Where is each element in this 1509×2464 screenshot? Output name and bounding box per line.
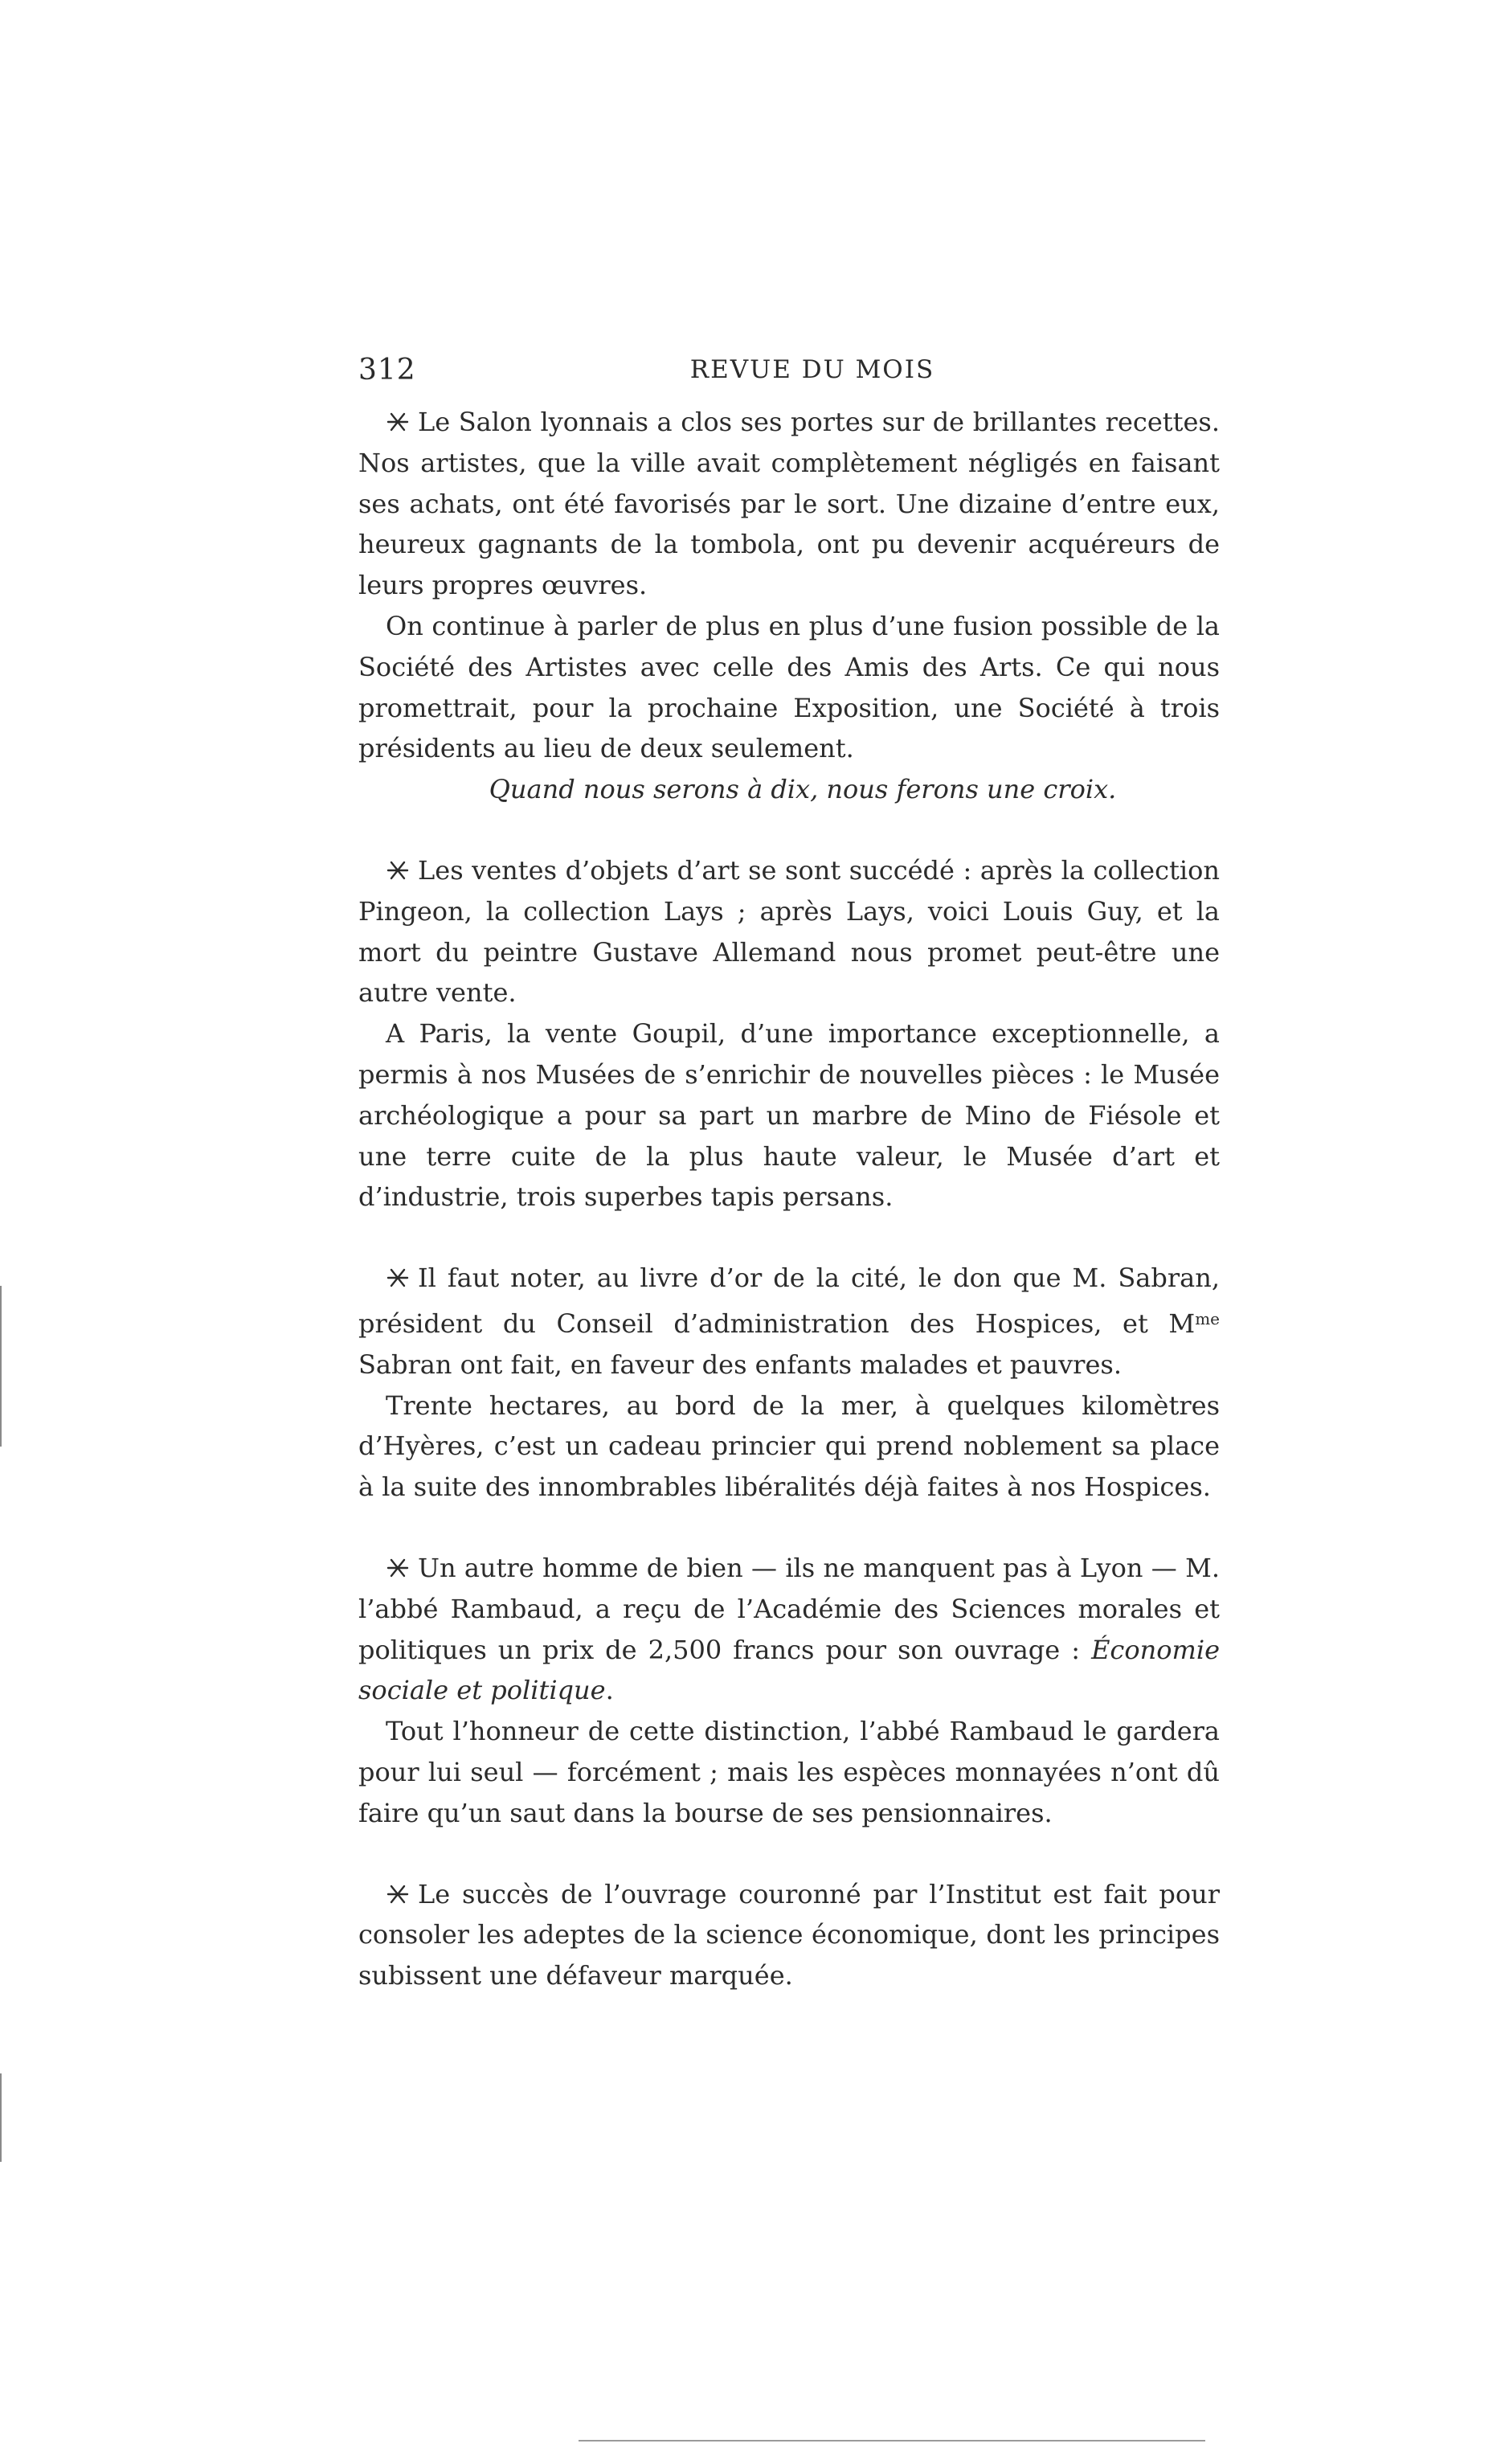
paragraph — [358, 1548, 1220, 1711]
paragraph-text: Le Salon lyonnais a clos ses portes sur de brillantes recettes. Nos artistes, que la ville avait complètement négligés en faisant ses achats, ont été favorisés par le sort. Une dizaine d’entre eux, heureux gagnants de la tombola, ont pu devenir acquéreurs de leurs propres œuvres. — [358, 407, 1220, 601]
book-title: Économie sociale et politique — [358, 1634, 1220, 1706]
paragraph: On continue à parler de plus en plus d’une fusion possible de la Société des Artistes avec celle des Amis des Arts. Ce qui nous promettrait, pour la prochaine Exposition, une Société à trois présidents au lieu de deux seulement. — [358, 610, 1220, 764]
asterisk-ornament-icon — [386, 860, 410, 881]
paragraph-text-tail: Sabran ont fait, en faveur des enfants malades et pauvres. — [358, 1349, 1122, 1380]
scan-edge-mark — [0, 2073, 2, 2162]
abbreviation-superscript: me — [1195, 1308, 1220, 1328]
paragraph — [358, 1258, 1220, 1385]
paragraph: Tout l’honneur de cette distinction, l’abbé Rambaud le gardera pour lui seul — forcément ; mais les espèces monnayées n’ont dû faire qu’un saut dans la bourse de ses pensionnaires. — [358, 1716, 1220, 1828]
paragraph: Trente hectares, au bord de la mer, à quelques kilomètres d’Hyères, c’est un cadeau princier qui prend noblement sa place à la suite des innombrables libéralités déjà faites à nos Hospices. — [358, 1390, 1220, 1503]
paragraph — [358, 1874, 1220, 1996]
verse-quote: Quand nous serons à dix, nous ferons une croix. — [489, 774, 1117, 805]
section-rambaud — [358, 1548, 1220, 1834]
section-ventes — [358, 850, 1220, 1218]
paragraph-text: Les ventes d’objets d’art se sont succédé : après la collection Pingeon, la collection Lays ; après Lays, voici Louis Guy, et la mort du peintre Gustave Allemand nous promet peut-être une autre vente. — [358, 854, 1220, 1009]
paragraph-text: Il faut noter, au livre d’or de la cité, le don que M. Sabran, président du Conseil d’administration des Hospices, et M — [358, 1263, 1220, 1339]
scan-bottom-rule — [579, 2440, 1205, 2441]
section-sabran — [358, 1258, 1220, 1508]
asterisk-ornament-icon — [386, 1557, 410, 1578]
paragraph-text-end: . — [605, 1675, 614, 1706]
paragraph-text: Le succès de l’ouvrage couronné par l’Institut est fait pour consoler les adeptes de la science économique, dont les principes subissent une défaveur marquée. — [358, 1878, 1220, 1991]
asterisk-ornament-icon — [386, 411, 410, 432]
paragraph: A Paris, la vente Goupil, d’une importance exceptionnelle, a permis à nos Musées de s’enrichir de nouvelles pièces : le Musée archéologique a pour sa part un marbre de Mino de Fiésole et une terre cuite de la plus haute valeur, le Musée d’art et d’industrie, trois superbes tapis persans. — [358, 1018, 1220, 1213]
scan-edge-mark — [0, 1286, 2, 1447]
section-institut — [358, 1874, 1220, 1996]
asterisk-ornament-icon — [386, 1267, 410, 1288]
section-salon — [358, 402, 1220, 810]
asterisk-ornament-icon — [386, 1884, 410, 1905]
paragraph — [358, 402, 1220, 606]
page-number: 312 — [358, 354, 416, 387]
paragraph — [358, 850, 1220, 1013]
body-text — [358, 402, 1220, 1996]
running-head — [358, 354, 1266, 394]
running-title: REVUE DU MOIS — [689, 355, 935, 384]
paragraph-text: Un autre homme de bien — ils ne manquent pas à Lyon — M. l’abbé Rambaud, a reçu de l’Académie des Sciences morales et politiques un prix de 2,500 francs pour son ouvrage : — [358, 1552, 1220, 1665]
